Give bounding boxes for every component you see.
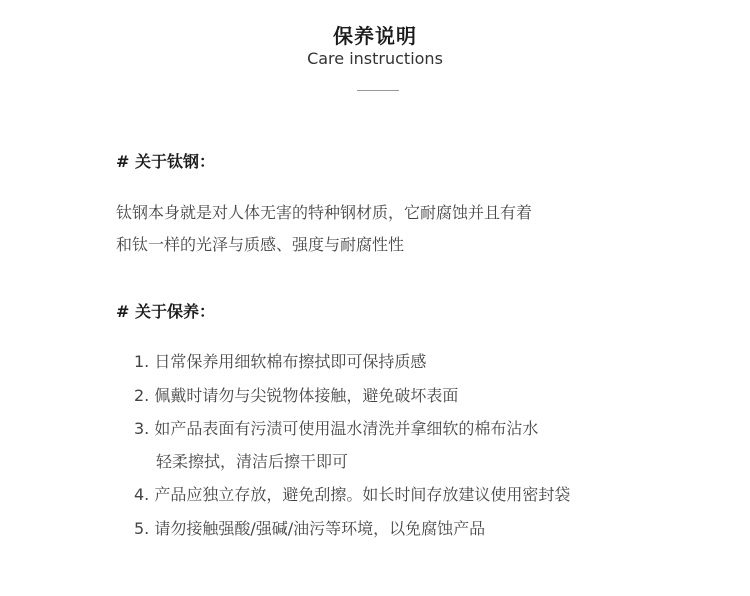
care-item: 1. 日常保养用细软棉布擦拭即可保持质感 — [134, 352, 427, 371]
titanium-description-line: 钛钢本身就是对人体无害的特种钢材质，它耐腐蚀并且有着 — [116, 203, 533, 222]
title-divider — [357, 90, 399, 91]
page-title: 保养说明 — [333, 24, 417, 48]
titanium-description-line: 和钛一样的光泽与质感、强度与耐腐性性 — [116, 235, 405, 254]
care-item: 2. 佩戴时请勿与尖锐物体接触，避免破坏表面 — [134, 386, 459, 405]
care-item: 5. 请勿接触强酸/强碱/油污等环境，以免腐蚀产品 — [134, 519, 486, 538]
care-item-continuation: 轻柔擦拭，清洁后擦干即可 — [156, 452, 349, 471]
section-heading-titanium: # 关于钛钢： — [116, 152, 215, 171]
section-heading-care: # 关于保养： — [116, 302, 215, 321]
care-item: 3. 如产品表面有污渍可使用温水清洗并拿细软的棉布沾水 — [134, 419, 539, 438]
care-item: 4. 产品应独立存放，避免刮擦。如长时间存放建议使用密封袋 — [134, 485, 571, 504]
page-subtitle: Care instructions — [307, 49, 443, 68]
